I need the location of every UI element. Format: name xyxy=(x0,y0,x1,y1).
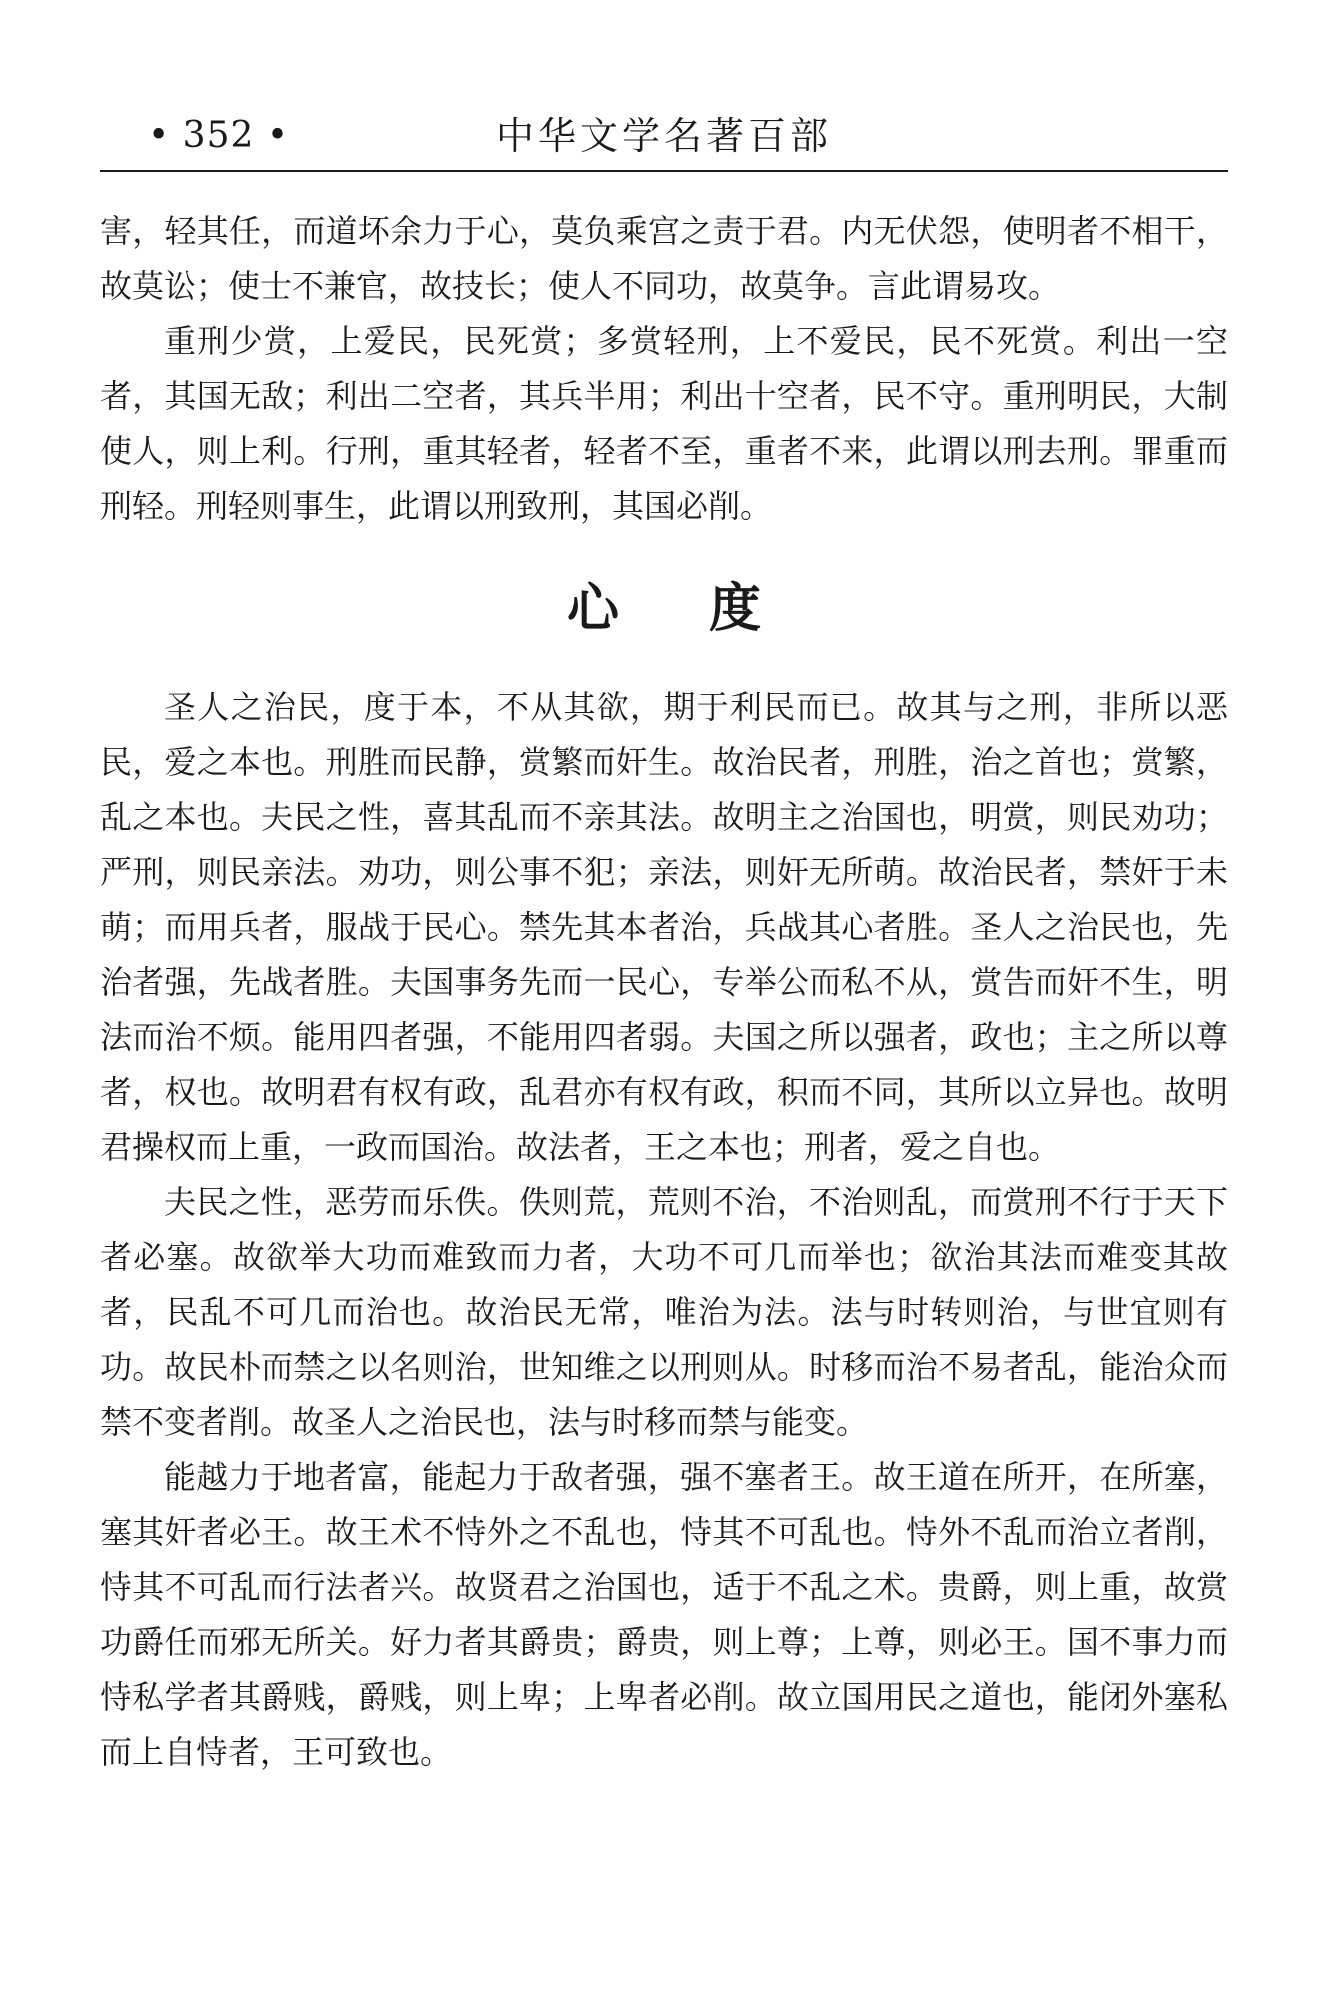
running-header xyxy=(100,112,1228,172)
paragraph: 能越力于地者富，能起力于敌者强，强不塞者王。故王道在所开，在所塞，塞其奸者必王。故王术不恃外之不乱也，恃其不可乱也。恃外不乱而治立者削，恃其不可乱而行法者兴。故贤君之治国也，适于不乱之术。贵爵，则上重，故赏功爵任而邪无所关。好力者其爵贵；爵贵，则上尊；上尊，则必王。国不事力而恃私学者其爵贱，爵贱，则上卑；上卑者必削。故立国用民之道也，能闭外塞私而上自恃者，王可致也。 xyxy=(100,1458,1228,1771)
book-title: 中华文学名著百部 xyxy=(495,114,832,158)
paragraph: 夫民之性，恶劳而乐佚。佚则荒，荒则不治，不治则乱，而赏刑不行于天下者必塞。故欲举大功而难致而力者，大功不可几而举也；欲治其法而难变其故者，民乱不可几而治也。故治民无常，唯治为法。法与时转则治，与世宜则有功。故民朴而禁之以名则治，世知维之以刑则从。时移而治不易者乱，能治众而禁不变者削。故圣人之治民也，法与时移而禁与能变。 xyxy=(100,1183,1228,1441)
header-rule xyxy=(100,170,1228,172)
section-title: 心度 xyxy=(566,579,851,639)
page-body xyxy=(100,204,1228,1780)
page-number: • 352 • xyxy=(148,115,290,156)
paragraph: 圣人之治民，度于本，不从其欲，期于利民而已。故其与之刑，非所以恶民，爱之本也。刑胜而民静，赏繁而奸生。故治民者，刑胜，治之首也；赏繁，乱之本也。夫民之性，喜其乱而不亲其法。故明主之治国也，明赏，则民劝功；严刑，则民亲法。劝功，则公事不犯；亲法，则奸无所萌。故治民者，禁奸于未萌；而用兵者，服战于民心。禁先其本者治，兵战其心者胜。圣人之治民也，先治者强，先战者胜。夫国事务先而一民心，专举公而私不从，赏告而奸不生，明法而治不烦。能用四者强，不能用四者弱。夫国之所以强者，政也；主之所以尊者，权也。故明君有权有政，乱君亦有权有政，积而不同，其所以立异也。故明君操权而上重，一政而国治。故法者，王之本也；刑者，爱之自也。 xyxy=(100,688,1228,1166)
continued-paragraph: 害，轻其任，而道坏余力于心，莫负乘宫之责于君。内无伏怨，使明者不相干，故莫讼；使士不兼官，故技长；使人不同功，故莫争。言此谓易攻。 xyxy=(100,212,1228,305)
paragraph: 重刑少赏，上爱民，民死赏；多赏轻刑，上不爱民，民不死赏。利出一空者，其国无敌；利出二空者，其兵半用；利出十空者，民不守。重刑明民，大制使人，则上利。行刑，重其轻者，轻者不至，重者不来，此谓以刑去刑。罪重而刑轻。刑轻则事生，此谓以刑致刑，其国必削。 xyxy=(100,322,1228,525)
